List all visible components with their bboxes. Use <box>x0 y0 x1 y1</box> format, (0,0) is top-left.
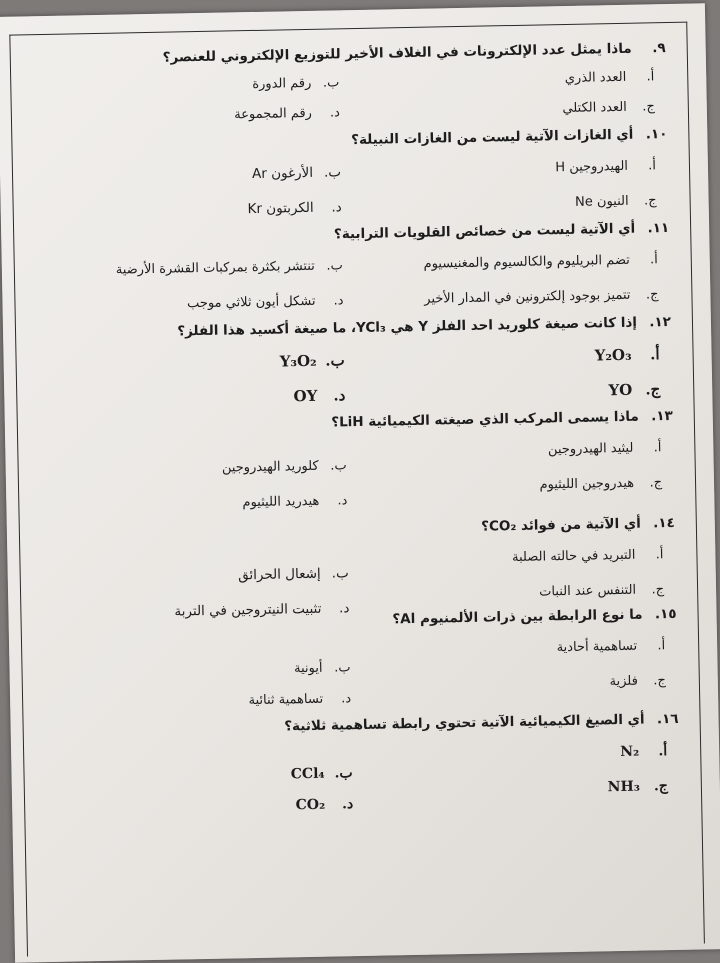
option-text: N₂ <box>620 743 640 760</box>
option-text: YO <box>608 380 633 399</box>
option-d[interactable] <box>28 283 344 324</box>
option-text: تثبيت النيتروجين في التربة <box>174 600 322 620</box>
option-c[interactable] <box>347 465 663 506</box>
option-text: التنفس عند النبات <box>539 582 637 600</box>
option-label: د. <box>337 493 348 509</box>
option-b[interactable] <box>28 248 344 289</box>
exam-paper <box>0 3 720 962</box>
option-text: CCl₄ <box>290 765 325 783</box>
option-label: ج. <box>653 777 669 794</box>
option-b[interactable] <box>34 564 349 588</box>
option-label: د. <box>333 292 344 308</box>
option-label: د. <box>333 385 346 404</box>
question-11 <box>27 218 679 324</box>
option-text: إشعال الحرائق <box>238 565 321 584</box>
option-label: ج. <box>645 379 661 399</box>
question-number: ١١. <box>647 220 670 237</box>
option-label: أ. <box>648 157 657 173</box>
option-label: د. <box>331 198 342 215</box>
answer-options <box>28 242 679 324</box>
option-label: أ. <box>646 69 655 85</box>
option-text: النيون Ne <box>574 193 629 210</box>
option-label: ج. <box>643 192 657 208</box>
option-b[interactable] <box>35 659 350 683</box>
option-c[interactable] <box>345 371 661 412</box>
question-text: أي الآتية ليست من خصائص القلويات الترابية؟ <box>333 220 636 243</box>
option-label: أ. <box>649 251 658 267</box>
option-label: أ. <box>657 637 666 653</box>
option-b[interactable] <box>29 342 345 383</box>
option-label: أ. <box>653 439 662 455</box>
question-number: ١٤. <box>653 514 675 532</box>
option-text: رقم المجموعة <box>234 105 313 123</box>
option-text: NH₃ <box>607 778 641 795</box>
option-a[interactable] <box>352 733 668 774</box>
option-label: ج. <box>645 286 659 302</box>
answer-options <box>37 733 689 850</box>
option-text: الهيدروجين H <box>555 158 629 175</box>
question-16 <box>37 709 689 850</box>
question-list <box>24 38 689 850</box>
option-label: ج. <box>651 581 665 597</box>
option-label: ب. <box>326 257 343 274</box>
option-label: ب. <box>330 458 347 474</box>
option-text: تنتشر بكثرة بمركبات القشرة الأرضية <box>115 258 315 278</box>
option-label: د. <box>338 600 350 617</box>
option-c[interactable] <box>343 277 659 318</box>
option-label: ج. <box>649 474 663 490</box>
answer-options <box>26 148 677 230</box>
option-d[interactable] <box>32 492 347 516</box>
option-b[interactable] <box>32 457 347 481</box>
question-10 <box>25 124 677 230</box>
option-text: Y₃O₂ <box>279 351 317 371</box>
question-number: ١٣. <box>650 407 673 425</box>
option-label: د. <box>329 105 341 121</box>
answer-options <box>29 336 680 418</box>
option-label: ب. <box>322 75 340 91</box>
question-9 <box>24 38 675 134</box>
option-d[interactable] <box>38 795 353 819</box>
option-text: هيدروجين الليثيوم <box>539 475 635 493</box>
question-number: ١٥. <box>654 605 677 623</box>
option-d[interactable] <box>30 377 346 418</box>
question-number: ١٠. <box>645 126 668 143</box>
option-label: أ. <box>650 344 660 363</box>
option-label: أ. <box>658 742 668 759</box>
option-a[interactable] <box>348 537 664 578</box>
option-text: كلوريد الهيدروجين <box>221 458 319 476</box>
question-text: أي الغازات الآتية ليست من الغازات النبيلة؟ <box>351 126 634 149</box>
option-text: OY <box>293 386 318 405</box>
option-text: تساهمية أحادية <box>556 638 638 655</box>
option-text: تشكل أيون ثلاثي موجب <box>186 293 316 311</box>
option-text: فلزية <box>609 673 638 689</box>
option-label: ج. <box>653 672 666 688</box>
option-label: ب. <box>331 565 349 582</box>
option-text: رقم الدورة <box>252 75 312 92</box>
option-text: تضم البريليوم والكالسيوم والمغنيسيوم <box>423 252 630 272</box>
option-text: هيدريد الليثيوم <box>242 493 320 511</box>
option-label: د. <box>341 691 352 707</box>
option-a[interactable] <box>344 336 660 377</box>
option-label: أ. <box>655 546 664 562</box>
question-text: ماذا يسمى المركب الذي صيغته الكيميائية LiH؟ <box>331 408 639 431</box>
option-label: ج. <box>642 99 655 115</box>
option-c[interactable] <box>351 663 667 704</box>
option-text: CO₂ <box>295 796 326 814</box>
question-text: إذا كانت صيغة كلوريد احد الفلز Y هي YCl₃، ما صيغة أكسيد هذا الفلز؟ <box>177 314 638 340</box>
question-number: ٩. <box>652 40 666 57</box>
question-12 <box>29 312 681 418</box>
option-label: د. <box>341 796 354 813</box>
option-text: Y₂O₃ <box>594 345 632 364</box>
question-number: ١٢. <box>649 314 672 331</box>
question-text: أي الصيغ الكيميائية الآتية تحتوي رابطة تساهمية ثلاثية؟ <box>284 711 645 735</box>
option-label: ب. <box>323 163 342 181</box>
option-text: ليثيد الهيدروجين <box>547 440 634 457</box>
option-a[interactable] <box>346 430 662 471</box>
answer-options <box>24 62 675 134</box>
question-text: ماذا يمثل عدد الإلكترونات في الغلاف الأخير للتوزيع الإلكتروني للعنصر؟ <box>162 40 632 66</box>
option-text: العدد الذري <box>564 69 627 86</box>
option-text: التبريد في حالته الصلبة <box>511 547 636 565</box>
option-b[interactable] <box>37 764 352 788</box>
option-d[interactable] <box>25 98 341 134</box>
question-text: ما نوع الرابطة بين ذرات الألمنيوم Al؟ <box>392 606 643 628</box>
option-c[interactable] <box>353 768 669 809</box>
option-label: ب. <box>325 350 345 370</box>
option-c[interactable] <box>340 92 656 128</box>
option-d[interactable] <box>36 690 351 714</box>
option-a[interactable] <box>342 242 658 283</box>
option-b[interactable] <box>26 154 342 195</box>
option-label: ب. <box>334 660 351 676</box>
option-text: الكربتون Kr <box>247 199 314 217</box>
option-label: ب. <box>334 765 353 782</box>
option-text: أيونية <box>293 660 323 677</box>
option-a[interactable] <box>350 628 666 669</box>
question-number: ١٦. <box>656 710 679 728</box>
option-text: تساهمية ثنائية <box>248 691 324 709</box>
option-a[interactable] <box>341 148 657 189</box>
option-text: العدد الكتلي <box>562 99 627 117</box>
option-text: الأرغون Ar <box>251 164 314 182</box>
question-text: أي الآتية من فوائد CO₂؟ <box>481 515 641 535</box>
option-text: تتميز بوجود إلكترونين في المدار الأخير <box>424 287 631 307</box>
